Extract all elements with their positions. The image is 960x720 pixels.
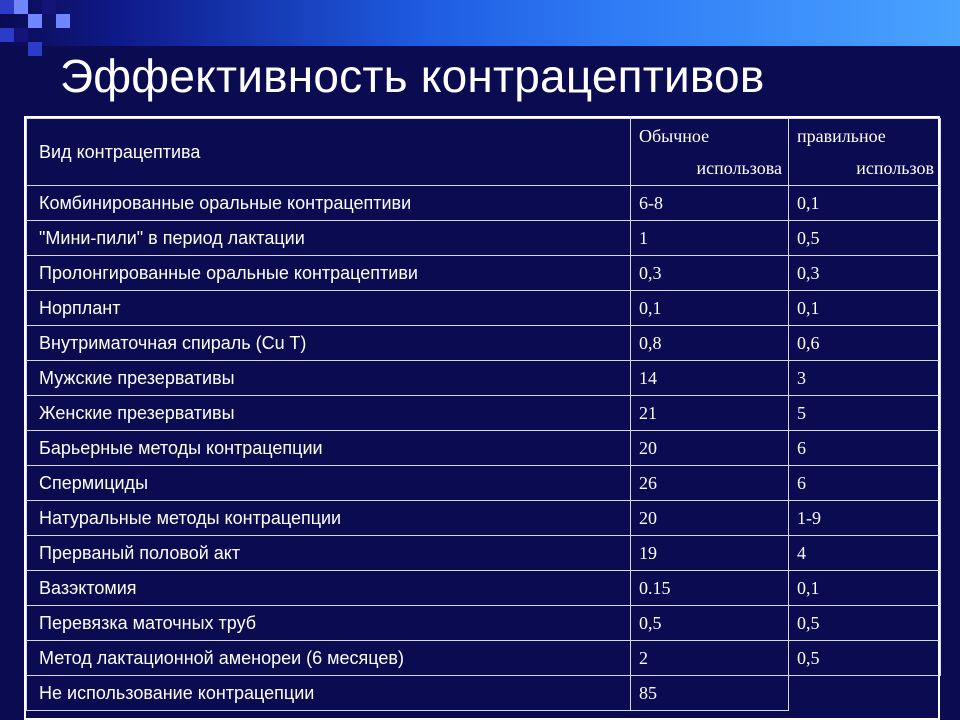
decorative-square [14,28,28,42]
table-row [27,361,941,396]
cell-typical-use: 0,5 [631,606,789,641]
table-row [27,221,941,256]
slide-title: Эффективность контрацептивов [60,50,765,102]
cell-perfect-use: 6 [789,466,941,501]
cell-perfect-use: 0,1 [789,291,941,326]
cell-contraceptive-type: Натуральные методы контрацепции [27,501,631,536]
cell-typical-use: 21 [631,396,789,431]
table-row [27,676,941,711]
table-row [27,431,941,466]
cell-perfect-use: 0,1 [789,571,941,606]
table-row [27,186,941,221]
table-row [27,291,941,326]
decorative-square [0,0,14,14]
cell-perfect-use [789,676,941,711]
cell-typical-use: 0,1 [631,291,789,326]
title-gradient-band [0,0,960,46]
table-row [27,641,941,676]
cell-typical-use: 2 [631,641,789,676]
cell-perfect-use: 0,3 [789,256,941,291]
cell-typical-use: 1 [631,221,789,256]
decorative-square [28,14,42,28]
table-row [27,606,941,641]
cell-perfect-use: 5 [789,396,941,431]
cell-perfect-use: 0,1 [789,186,941,221]
header-perfect-use [789,119,941,186]
cell-contraceptive-type: Прерваный половой акт [27,536,631,571]
cell-perfect-use: 4 [789,536,941,571]
cell-contraceptive-type: Вазэктомия [27,571,631,606]
table-row [27,571,941,606]
cell-perfect-use: 1-9 [789,501,941,536]
cell-typical-use: 0,3 [631,256,789,291]
contraceptive-effectiveness-table [24,116,940,720]
decorative-square [42,0,56,14]
header-contraceptive-type: Вид контрацептива [27,119,631,186]
cell-perfect-use: 6 [789,431,941,466]
header-row [27,119,941,186]
table-row [27,536,941,571]
cell-typical-use: 20 [631,501,789,536]
decorative-square [56,14,70,28]
cell-typical-use: 85 [631,676,789,711]
header-typical-use-line1: Обычное [639,126,710,146]
effectiveness-table [26,118,941,711]
decorative-square [0,28,14,42]
header-typical-use [631,119,789,186]
table-row [27,466,941,501]
header-perfect-use-line2: использов [856,158,934,178]
cell-typical-use: 6-8 [631,186,789,221]
cell-contraceptive-type: Пролонгированные оральные контрацептиви [27,256,631,291]
cell-contraceptive-type: Норплант [27,291,631,326]
cell-contraceptive-type: Комбинированные оральные контрацептиви [27,186,631,221]
header-typical-use-line2: использова [696,158,782,178]
decorative-square [14,0,28,14]
cell-typical-use: 0.15 [631,571,789,606]
cell-typical-use: 19 [631,536,789,571]
table-row [27,501,941,536]
cell-contraceptive-type: Женские презервативы [27,396,631,431]
cell-perfect-use: 0,5 [789,221,941,256]
table-row [27,326,941,361]
cell-contraceptive-type: "Мини-пили" в период лактации [27,221,631,256]
cell-contraceptive-type: Метод лактационной аменореи (6 месяцев) [27,641,631,676]
header-perfect-use-line1: правильное [797,126,886,146]
cell-perfect-use: 0,5 [789,606,941,641]
cell-perfect-use: 0,5 [789,641,941,676]
cell-typical-use: 26 [631,466,789,501]
cell-contraceptive-type: Перевязка маточных труб [27,606,631,641]
decorative-square [28,42,42,56]
cell-perfect-use: 3 [789,361,941,396]
cell-contraceptive-type: Спермициды [27,466,631,501]
cell-contraceptive-type: Барьерные методы контрацепции [27,431,631,466]
table-row [27,396,941,431]
cell-typical-use: 20 [631,431,789,466]
cell-contraceptive-type: Внутриматочная спираль (Cu T) [27,326,631,361]
cell-typical-use: 14 [631,361,789,396]
cell-typical-use: 0,8 [631,326,789,361]
cell-contraceptive-type: Не использование контрацепции [27,676,631,711]
cell-contraceptive-type: Мужские презервативы [27,361,631,396]
table-row [27,256,941,291]
cell-perfect-use: 0,6 [789,326,941,361]
